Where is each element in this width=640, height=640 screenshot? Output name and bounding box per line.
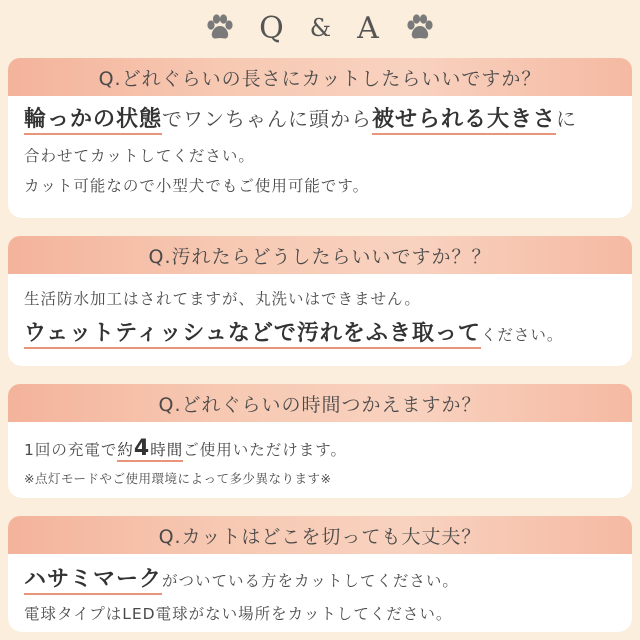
hours-number: 4: [133, 436, 151, 461]
paw-icon: [205, 14, 235, 42]
answer: [8, 96, 632, 201]
answer-note: ※点灯モードやご使用環境によって多少異なります※: [24, 471, 332, 486]
highlight-text: ハサミマーク: [24, 567, 162, 595]
answer: [8, 422, 632, 491]
answer-text: ください。: [480, 326, 564, 344]
answer-line: [24, 314, 616, 353]
title-q: Q: [259, 10, 286, 46]
highlight-text: 輪っかの状態: [24, 107, 162, 135]
qa-title: [205, 11, 435, 46]
answer-line: [24, 560, 616, 599]
answer-text: ご使用いただけます。: [183, 441, 347, 459]
answer: [8, 274, 632, 353]
answer-text: でワンちゃんに頭から: [162, 107, 373, 131]
answer-line: 合わせてカットしてください。: [24, 147, 255, 165]
answer-line: [24, 432, 616, 467]
faq-card-length: [8, 58, 632, 218]
answer-line: 生活防水加工はされてますが、丸洗いはできません。: [24, 290, 421, 308]
question-bar: Q.どれぐらいの時間つかえますか？: [8, 384, 632, 422]
question-bar: Q.どれぐらいの長さにカットしたらいいですか？: [8, 58, 632, 96]
title-a: A: [357, 10, 381, 46]
title-ampersand: &: [309, 14, 334, 42]
question-bar: Q.カットはどこを切っても大丈夫？: [8, 516, 632, 554]
paw-icon: [405, 14, 435, 42]
page-header: [0, 0, 640, 56]
answer-line: 電球タイプはLED電球がない場所をカットしてください。: [24, 605, 453, 623]
question-bar: Q.汚れたらどうしたらいいですか？？: [8, 236, 632, 274]
approx-text: 約: [117, 441, 134, 459]
answer-line: [24, 100, 616, 139]
highlight-text: ウェットティッシュなどで汚れをふき取って: [24, 321, 481, 349]
faq-card-cut: [8, 516, 632, 632]
faq-card-time: [8, 384, 632, 498]
answer: [8, 554, 632, 629]
answer-text: に: [556, 107, 578, 131]
highlight-text: 被せられる大きさ: [372, 107, 556, 135]
answer-text: がついている方をカットしてください。: [162, 572, 459, 590]
faq-card-dirty: [8, 236, 632, 366]
hours-unit: 時間: [150, 441, 184, 459]
answer-line: カット可能なので小型犬でもご使用可能です。: [24, 177, 370, 195]
highlight-text: [117, 436, 184, 462]
answer-text: 1回の充電で: [24, 441, 118, 459]
